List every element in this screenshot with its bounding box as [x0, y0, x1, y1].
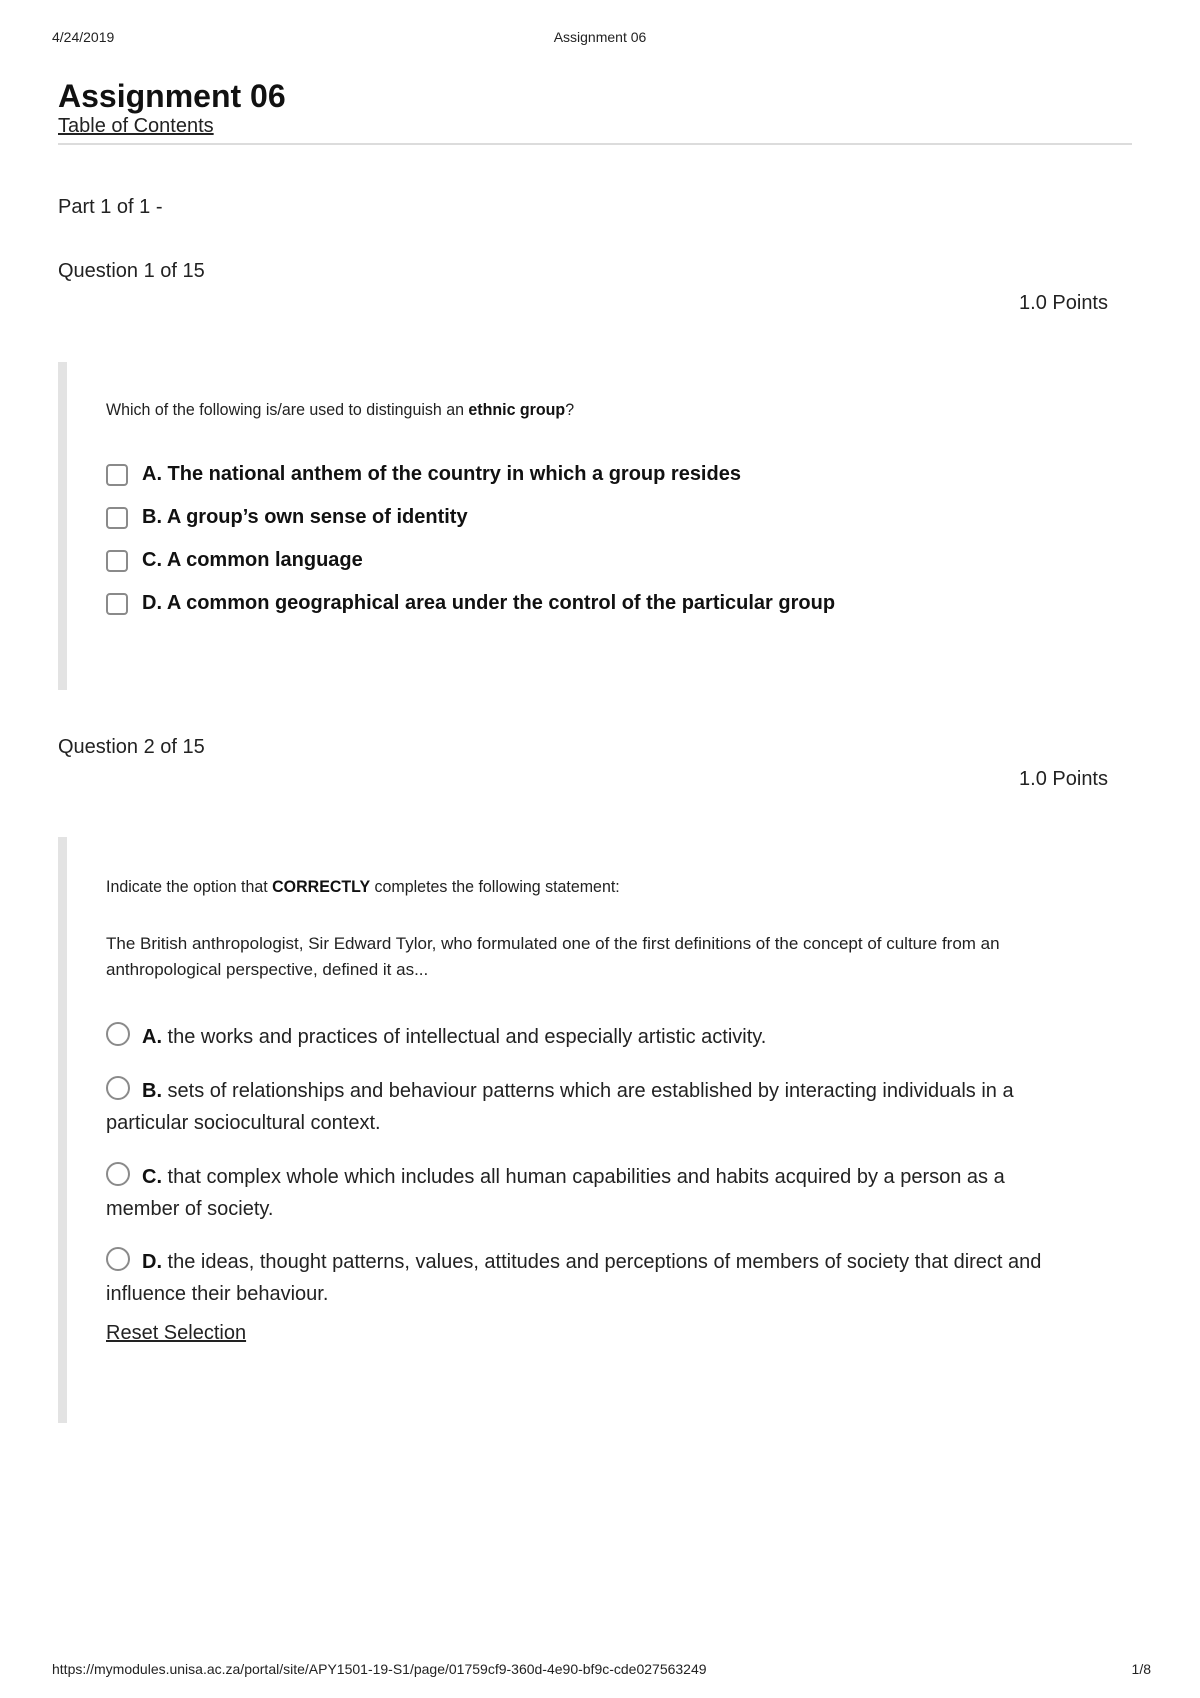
table-of-contents-link[interactable]: Table of Contents — [58, 115, 214, 137]
checkbox-c[interactable] — [106, 550, 128, 572]
option-d-label[interactable]: D. A common geographical area under the control of the particular group — [142, 592, 836, 614]
checkbox-a[interactable] — [106, 464, 128, 486]
option-c-text[interactable]: C. that complex whole which includes all human capabilities and habits acquired by a person as a member of society. — [106, 1166, 1005, 1220]
page-title: Assignment 06 — [58, 78, 286, 114]
question-2-points: 1.0 Points — [1019, 768, 1108, 790]
checkbox-d[interactable] — [106, 593, 128, 615]
question-2-prompt: Indicate the option that CORRECTLY completes the following statement: — [106, 877, 620, 896]
question-1-points: 1.0 Points — [1019, 292, 1108, 314]
question-2-box — [58, 837, 1042, 1423]
reset-selection-link[interactable]: Reset Selection — [106, 1322, 247, 1344]
question-1-prompt: Which of the following is/are used to distinguish an ethnic group? — [106, 400, 575, 419]
print-date: 4/24/2019 — [52, 29, 115, 45]
part-label: Part 1 of 1 - — [58, 196, 163, 218]
print-footer-url: https://mymodules.unisa.ac.za/portal/site/APY1501-19-S1/page/01759cf9-360d-4e90-bf9c-cde027563249 — [52, 1661, 707, 1677]
question-2-statement: The British anthropologist, Sir Edward Tylor, who formulated one of the first definitions of the concept of culture from an anthropological perspective, defined it as... — [106, 934, 1000, 979]
option-d-text[interactable]: D. the ideas, thought patterns, values, attitudes and perceptions of members of society that direct and influence their behaviour. — [106, 1251, 1042, 1305]
question-1-title: Question 1 of 15 — [58, 260, 205, 282]
option-a-label[interactable]: A. The national anthem of the country in which a group resides — [142, 463, 741, 485]
question-2-title: Question 2 of 15 — [58, 736, 205, 758]
option-b-label[interactable]: B. A group’s own sense of identity — [142, 506, 468, 528]
question-1-box — [58, 362, 1038, 690]
print-title: Assignment 06 — [553, 29, 647, 45]
checkbox-b[interactable] — [106, 507, 128, 529]
option-c-label[interactable]: C. A common language — [142, 549, 363, 571]
print-page-number: 1/8 — [1131, 1661, 1151, 1677]
option-b-text[interactable]: B. sets of relationships and behaviour patterns which are established by interacting individuals in a particular sociocultural context. — [106, 1080, 1014, 1134]
header-divider — [58, 143, 1132, 145]
option-a-text[interactable]: A. the works and practices of intellectual and especially artistic activity. — [142, 1026, 767, 1048]
